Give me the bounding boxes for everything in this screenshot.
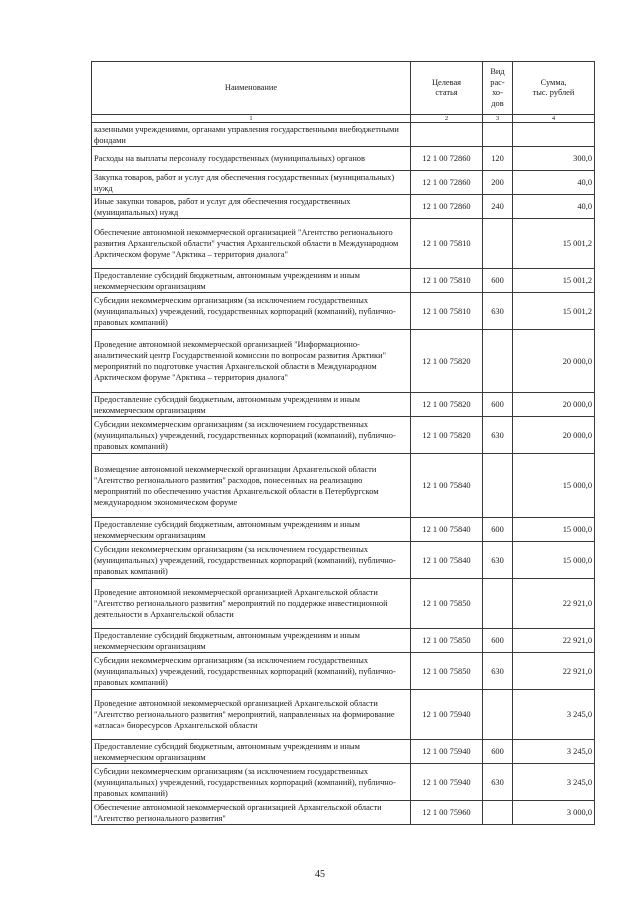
row-name-cell: Обеспечение автономной некоммерческой организацией Архангельской области "Агентство регионального развития" (92, 801, 411, 825)
row-target-article-cell: 12 1 00 75850 (411, 629, 483, 653)
row-target-article-cell: 12 1 00 75810 (411, 219, 483, 269)
table-row (92, 123, 595, 147)
row-sum-cell: 22 921,0 (513, 653, 595, 690)
row-expense-type-cell (483, 801, 513, 825)
table-row (92, 330, 595, 393)
column-number: 3 (483, 115, 513, 123)
column-number: 2 (411, 115, 483, 123)
table-row (92, 293, 595, 330)
row-sum-cell: 22 921,0 (513, 629, 595, 653)
row-name-cell: Проведение автономной некоммерческой организацией Архангельской области "Агентство регионального развития" мероприятий по поддержке инвестиционной деятельности в Архангельской области (92, 579, 411, 629)
page-number: 45 (315, 869, 325, 880)
row-sum-cell: 3 245,0 (513, 740, 595, 764)
row-sum-cell: 15 000,0 (513, 542, 595, 579)
row-name-cell: Обеспечение автономной некоммерческой организацией "Агентство регионального развития Архангельской области" участия Архангельской области в Международном Арктическом форуме "Арктика – территория диалога" (92, 219, 411, 269)
row-target-article-cell: 12 1 00 75820 (411, 330, 483, 393)
row-sum-cell: 15 001,2 (513, 269, 595, 293)
row-expense-type-cell: 630 (483, 653, 513, 690)
row-sum-cell (513, 123, 595, 147)
row-sum-cell: 40,0 (513, 195, 595, 219)
row-expense-type-cell (483, 454, 513, 518)
row-target-article-cell (411, 123, 483, 147)
table-row (92, 690, 595, 740)
row-target-article-cell: 12 1 00 75840 (411, 542, 483, 579)
row-name-cell: Предоставление субсидий бюджетным, автономным учреждениям и иным некоммерческим организациям (92, 269, 411, 293)
row-name-cell: Проведение автономной некоммерческой организацией Архангельской области "Агентство регионального развития" мероприятий, направленных на формирование «атласа» биоресурсов Архангельской области (92, 690, 411, 740)
table-row (92, 801, 595, 825)
table-row (92, 740, 595, 764)
row-target-article-cell: 12 1 00 72860 (411, 171, 483, 195)
table-row (92, 518, 595, 542)
row-sum-cell: 20 000,0 (513, 393, 595, 417)
row-expense-type-cell: 200 (483, 171, 513, 195)
table-row (92, 629, 595, 653)
row-sum-cell: 3 245,0 (513, 764, 595, 801)
row-expense-type-cell (483, 330, 513, 393)
row-sum-cell: 15 001,2 (513, 293, 595, 330)
budget-table (91, 61, 595, 825)
row-name-cell: Предоставление субсидий бюджетным, автономным учреждениям и иным некоммерческим организациям (92, 393, 411, 417)
row-name-cell: Предоставление субсидий бюджетным, автономным учреждениям и иным некоммерческим организациям (92, 629, 411, 653)
column-number-row (92, 115, 595, 123)
row-target-article-cell: 12 1 00 75840 (411, 454, 483, 518)
row-sum-cell: 20 000,0 (513, 330, 595, 393)
row-target-article-cell: 12 1 00 72860 (411, 147, 483, 171)
header-name: Наименование (92, 62, 411, 115)
row-expense-type-cell (483, 219, 513, 269)
row-target-article-cell: 12 1 00 72860 (411, 195, 483, 219)
row-expense-type-cell (483, 690, 513, 740)
row-name-cell: Возмещение автономной некоммерческой организации Архангельской области "Агентство регионального развития" расходов, понесенных на реализацию мероприятий по обеспечению участия Архангельской области в Петербургском международном экономическом форуме (92, 454, 411, 518)
header-sum: Сумма, тыс. рублей (513, 62, 595, 115)
row-expense-type-cell: 630 (483, 293, 513, 330)
row-expense-type-cell: 630 (483, 542, 513, 579)
row-target-article-cell: 12 1 00 75840 (411, 518, 483, 542)
row-target-article-cell: 12 1 00 75820 (411, 417, 483, 454)
table-row (92, 579, 595, 629)
row-target-article-cell: 12 1 00 75940 (411, 690, 483, 740)
table-row (92, 417, 595, 454)
row-expense-type-cell: 600 (483, 393, 513, 417)
header-expense-type: Вид рас- хо- дов (483, 62, 513, 115)
row-expense-type-cell: 120 (483, 147, 513, 171)
table-row (92, 653, 595, 690)
row-name-cell: Субсидии некоммерческим организациям (за исключением государственных (муниципальных) учреждений, государственных корпораций (компаний), публично-правовых компаний) (92, 293, 411, 330)
row-sum-cell: 3 245,0 (513, 690, 595, 740)
table-row (92, 171, 595, 195)
row-target-article-cell: 12 1 00 75820 (411, 393, 483, 417)
row-expense-type-cell: 600 (483, 740, 513, 764)
row-name-cell: Субсидии некоммерческим организациям (за исключением государственных (муниципальных) учреждений, государственных корпораций (компаний), публично-правовых компаний) (92, 542, 411, 579)
table-row (92, 454, 595, 518)
row-target-article-cell: 12 1 00 75850 (411, 653, 483, 690)
row-expense-type-cell: 630 (483, 417, 513, 454)
row-sum-cell: 300,0 (513, 147, 595, 171)
row-sum-cell: 40,0 (513, 171, 595, 195)
row-name-cell: Предоставление субсидий бюджетным, автономным учреждениям и иным некоммерческим организациям (92, 740, 411, 764)
row-target-article-cell: 12 1 00 75940 (411, 740, 483, 764)
row-expense-type-cell (483, 579, 513, 629)
row-expense-type-cell: 240 (483, 195, 513, 219)
table-row (92, 195, 595, 219)
row-name-cell: Проведение автономной некоммерческой организацией "Информационно-аналитический центр Государственной комиссии по вопросам развития Арктики" мероприятий по подготовке участия Архангельской области в Международном Арктическом форуме "Арктика – территория диалога" (92, 330, 411, 393)
row-name-cell: Предоставление субсидий бюджетным, автономным учреждениям и иным некоммерческим организациям (92, 518, 411, 542)
row-name-cell: Субсидии некоммерческим организациям (за исключением государственных (муниципальных) учреждений, государственных корпораций (компаний), публично-правовых компаний) (92, 417, 411, 454)
row-name-cell: Субсидии некоммерческим организациям (за исключением государственных (муниципальных) учреждений, государственных корпораций (компаний), публично-правовых компаний) (92, 764, 411, 801)
row-sum-cell: 15 000,0 (513, 454, 595, 518)
table-row (92, 147, 595, 171)
row-expense-type-cell: 600 (483, 629, 513, 653)
row-target-article-cell: 12 1 00 75810 (411, 269, 483, 293)
row-name-cell: Иные закупки товаров, работ и услуг для обеспечения государственных (муниципальных) нужд (92, 195, 411, 219)
header-target-article: Целевая статья (411, 62, 483, 115)
row-sum-cell: 22 921,0 (513, 579, 595, 629)
row-target-article-cell: 12 1 00 75960 (411, 801, 483, 825)
row-sum-cell: 15 001,2 (513, 219, 595, 269)
row-sum-cell: 3 000,0 (513, 801, 595, 825)
table-row (92, 542, 595, 579)
row-target-article-cell: 12 1 00 75940 (411, 764, 483, 801)
row-expense-type-cell: 630 (483, 764, 513, 801)
row-expense-type-cell (483, 123, 513, 147)
row-target-article-cell: 12 1 00 75850 (411, 579, 483, 629)
row-sum-cell: 15 000,0 (513, 518, 595, 542)
row-expense-type-cell: 600 (483, 269, 513, 293)
row-expense-type-cell: 600 (483, 518, 513, 542)
table-row (92, 393, 595, 417)
row-name-cell: Субсидии некоммерческим организациям (за исключением государственных (муниципальных) учреждений, государственных корпораций (компаний), публично-правовых компаний) (92, 653, 411, 690)
table-row (92, 764, 595, 801)
column-number: 1 (92, 115, 411, 123)
table-header-row (92, 62, 595, 115)
column-number: 4 (513, 115, 595, 123)
table-row (92, 269, 595, 293)
row-sum-cell: 20 000,0 (513, 417, 595, 454)
row-target-article-cell: 12 1 00 75810 (411, 293, 483, 330)
row-name-cell: Расходы на выплаты персоналу государственных (муниципальных) органов (92, 147, 411, 171)
row-name-cell: казенными учреждениями, органами управления государственными внебюджетными фондами (92, 123, 411, 147)
table-row (92, 219, 595, 269)
row-name-cell: Закупка товаров, работ и услуг для обеспечения государственных (муниципальных) нужд (92, 171, 411, 195)
